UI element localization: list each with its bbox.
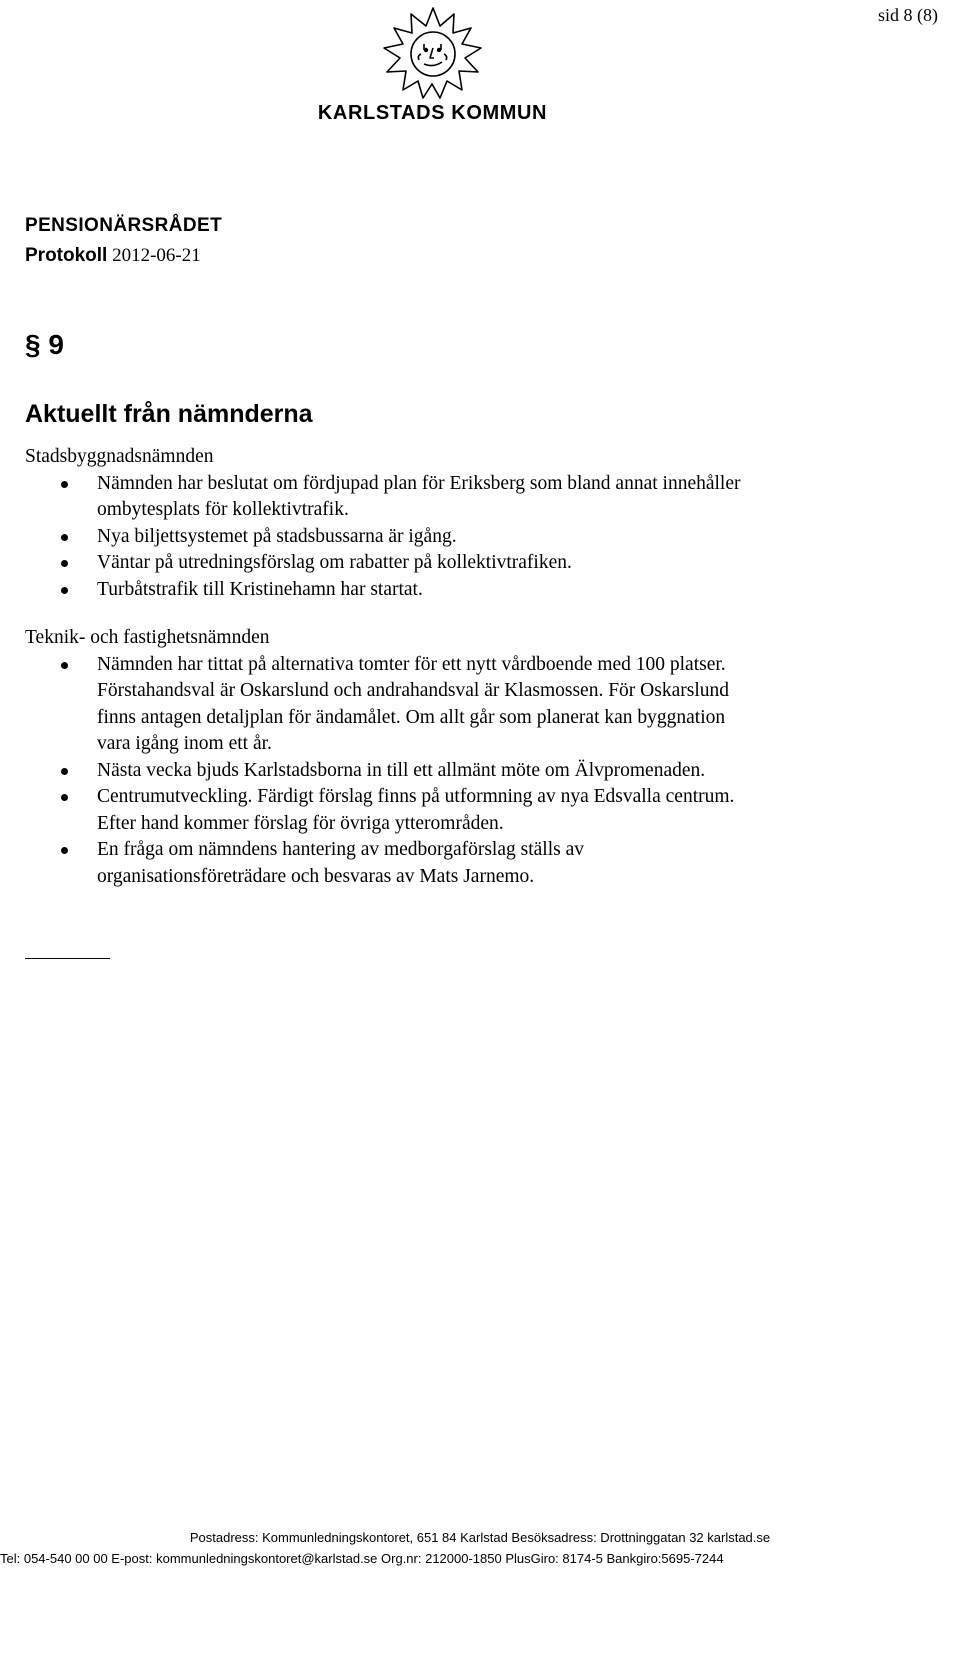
- list-item-text: Nämnden har beslutat om fördjupad plan för Eriksberg som bland annat innehåller ombytesplats för kollektivtrafik.: [97, 472, 741, 520]
- page-title: Aktuellt från nämnderna: [25, 400, 313, 428]
- paragraph-number: § 9: [25, 329, 64, 360]
- list-item-text: Väntar på utredningsförslag om rabatter på kollektivtrafiken.: [97, 552, 572, 573]
- footer-contact: Tel: 054-540 00 00 E-post: kommunledningskontoret@karlstad.se Org.nr: 212000-1850 PlusGiro: 8174-5 Bankgiro:5695-7244: [0, 1551, 724, 1566]
- bullet-icon: [61, 534, 68, 541]
- sun-face-icon: [374, 6, 492, 102]
- footer-address: Postadress: Kommunledningskontoret, 651 84 Karlstad Besöksadress: Drottninggatan 32 karlstad.se: [189, 1530, 771, 1545]
- protocol-label: Protokoll: [25, 245, 108, 266]
- list-item: [97, 577, 755, 604]
- list-item: [97, 837, 755, 890]
- list-item-text: Nämnden har tittat på alternativa tomter för ett nytt vårdboende med 100 platser. Förstahandsval är Oskarslund och andrahandsval är Klasmossen. För Oskarslund finns antagen detaljplan för ändamålet. Om allt går som planerat kan byggnation vara igång inom ett år.: [97, 653, 729, 754]
- bullet-icon: [61, 662, 68, 669]
- bullet-list: [25, 652, 755, 891]
- list-item: [97, 758, 755, 785]
- bullet-icon: [61, 768, 68, 775]
- list-item: [97, 524, 755, 551]
- board-name: PENSIONÄRSRÅDET: [25, 215, 223, 236]
- list-item: [97, 550, 755, 577]
- minutes-body: [25, 444, 755, 890]
- page-number: sid 8 (8): [878, 5, 938, 25]
- list-item-text: Nya biljettsystemet på stadsbussarna är igång.: [97, 525, 457, 547]
- logo-wordmark: KARLSTADS KOMMUN: [317, 102, 548, 124]
- bullet-icon: [61, 560, 68, 567]
- divider: [25, 958, 110, 959]
- list-item: [97, 652, 755, 758]
- list-item-text: Turbåtstrafik till Kristinehamn har startat.: [97, 578, 423, 600]
- list-item-text: Nästa vecka bjuds Karlstadsborna in till ett allmänt möte om Älvpromenaden.: [97, 759, 706, 781]
- list-item: [97, 471, 755, 524]
- bullet-icon: [61, 587, 68, 594]
- section-title: Stadsbyggnadsnämnden: [25, 446, 214, 467]
- protocol-date: 2012-06-21: [112, 245, 201, 266]
- list-item-text: En fråga om nämndens hantering av medborgaförslag ställs av organisationsföreträdare och besvaras av Mats Jarnemo.: [97, 839, 584, 887]
- bullet-icon: [61, 481, 68, 488]
- bullet-list: [25, 471, 755, 604]
- karlstads-kommun-logo: [300, 6, 565, 128]
- list-item: [97, 784, 755, 837]
- bullet-icon: [61, 847, 68, 854]
- section-title: Teknik- och fastighetsnämnden: [25, 627, 270, 648]
- list-item-text: Centrumutveckling. Färdigt förslag finns på utformning av nya Edsvalla centrum. Efter hand kommer förslag för övriga ytterområden.: [97, 786, 735, 834]
- bullet-icon: [61, 794, 68, 801]
- protocol-line: [25, 245, 201, 267]
